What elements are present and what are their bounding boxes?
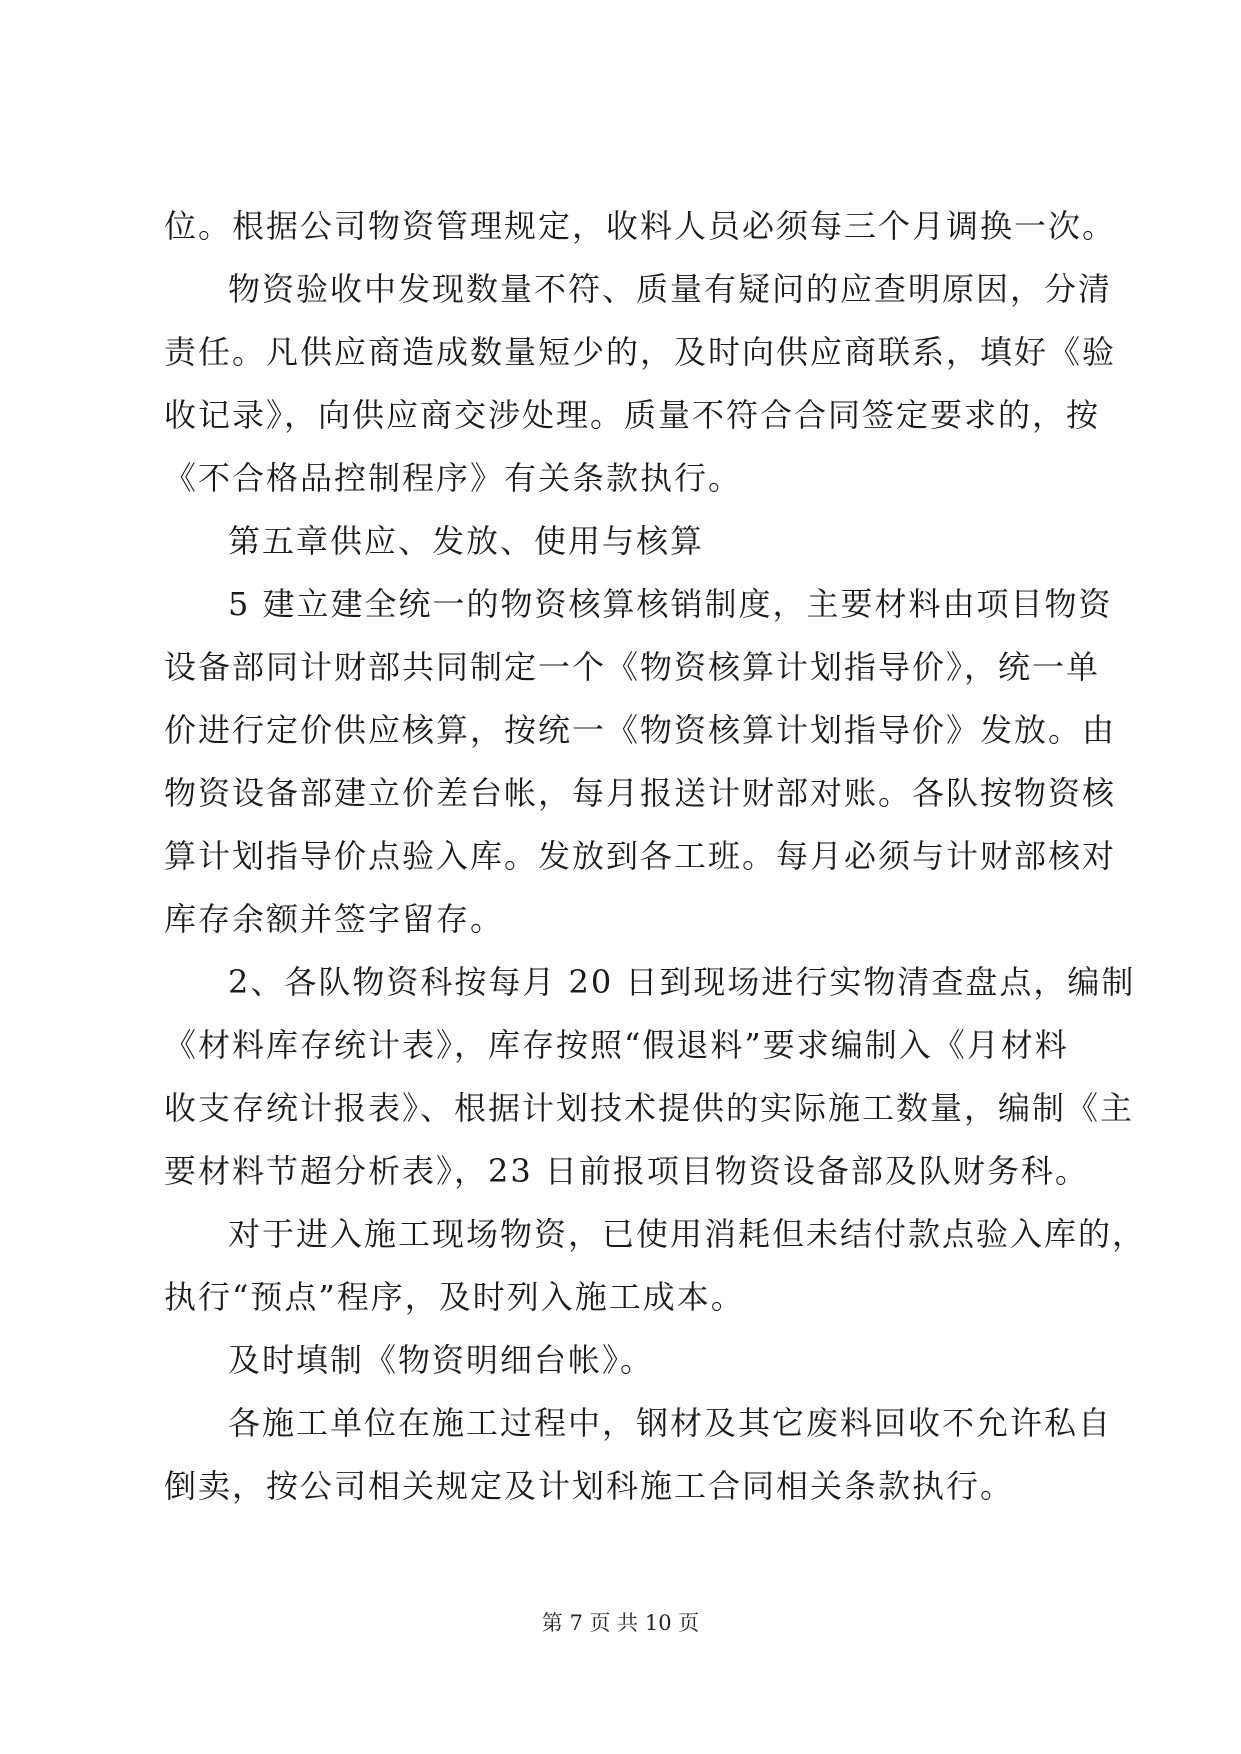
- page-footer: 第 7 页 共 10 页: [541, 1611, 700, 1635]
- text-line: 第五章供应、发放、使用与核算: [228, 522, 705, 560]
- text-line: 及时填制《物资明细台帐》。: [228, 1341, 655, 1379]
- text-line: 物资设备部建立价差台帐，每月报送计财部对账。各队按物资核: [164, 774, 1117, 812]
- text-line: 位。根据公司物资管理规定，收料人员必须每三个月调换一次。: [164, 207, 1117, 245]
- text-line: 各施工单位在施工过程中，钢材及其它废料回收不允许私自: [228, 1404, 1113, 1442]
- text-line: 收支存统计报表》、根据计划技术提供的实际施工数量，编制《主: [164, 1089, 1135, 1127]
- text-line: 物资验收中发现数量不符、质量有疑问的应查明原因，分清: [228, 270, 1113, 308]
- text-line: 责任。凡供应商造成数量短少的，及时向供应商联系，填好《验: [164, 333, 1117, 371]
- text-line: 《材料库存统计表》，库存按照“假退料”要求编制入《月材料: [164, 1026, 1069, 1064]
- text-line: 对于进入施工现场物资，已使用消耗但未结付款点验入库的，: [228, 1215, 1147, 1253]
- document-body: [164, 195, 1147, 1518]
- text-line: 收记录》，向供应商交涉处理。质量不符合合同签定要求的，按: [164, 396, 1101, 434]
- text-line: 执行“预点”程序，及时列入施工成本。: [164, 1278, 745, 1316]
- text-line: 《不合格品控制程序》有关条款执行。: [164, 459, 743, 497]
- text-line: 价进行定价供应核算，按统一《物资核算计划指导价》发放。由: [164, 711, 1117, 749]
- text-line: 5 建立建全统一的物资核算核销制度，主要材料由项目物资: [228, 585, 1113, 623]
- text-line: 要材料节超分析表》，23 日前报项目物资设备部及队财务科。: [164, 1152, 1089, 1190]
- text-line: 倒卖，按公司相关规定及计划科施工合同相关条款执行。: [164, 1467, 1015, 1505]
- text-line: 设备部同计财部共同制定一个《物资核算计划指导价》，统一单: [164, 648, 1101, 686]
- text-line: 算计划指导价点验入库。发放到各工班。每月必须与计财部核对: [164, 837, 1117, 875]
- text-line: 库存余额并签字留存。: [164, 900, 505, 938]
- text-line: 2、各队物资科按每月 20 日到现场进行实物清查盘点，编制: [228, 963, 1136, 1001]
